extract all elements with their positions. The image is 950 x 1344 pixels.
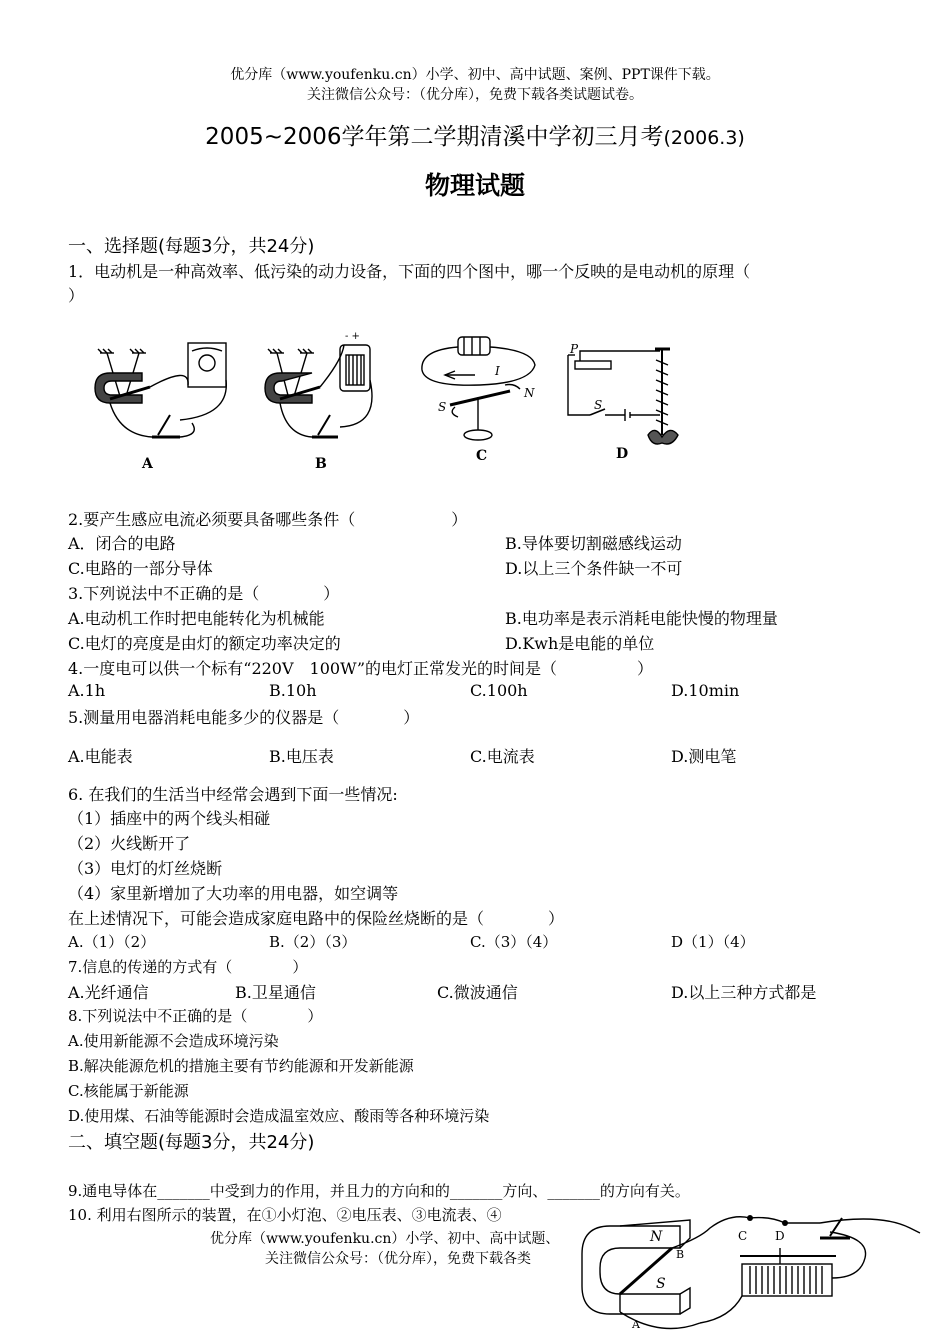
- site-footer-line2: 关注微信公众号：（优分库），免费下载各类: [265, 1251, 531, 1267]
- q1-stem-line1: 1．电动机是一种高效率、低污染的动力设备，下面的四个图中，哪一个反映的是电动机的原理（: [68, 262, 751, 281]
- q5-option-d: D.测电笔: [671, 747, 737, 766]
- figure-d: [568, 349, 678, 444]
- q10-figure: [580, 1208, 950, 1344]
- q4-stem: 4.一度电可以供一个标有“220V 100W”的电灯正常发光的时间是（ ）: [68, 659, 654, 678]
- q6-option-d: D（1）（4）: [671, 933, 755, 951]
- exam-title-main: 2005~2006学年第二学期清溪中学初三月考: [205, 124, 664, 150]
- q4-option-c: C.100h: [470, 681, 528, 700]
- q5-option-a: A.电能表: [68, 747, 133, 766]
- q10-label-b: B: [676, 1248, 685, 1261]
- q5-option-c: C.电流表: [470, 747, 535, 766]
- site-header-line2: 关注微信公众号：（优分库），免费下载各类试题试卷。: [307, 87, 643, 103]
- q6-item-4: （4）家里新增加了大功率的用电器，如空调等: [68, 884, 399, 903]
- site-header-line1: 优分库（www.youfenku.cn）小学、初中、高中试题、案例、PPT课件下载。: [230, 67, 720, 83]
- q5-stem: 5.测量用电器消耗电能多少的仪器是（ ）: [68, 708, 420, 727]
- figure-a: [95, 343, 226, 437]
- q2-option-b: B.导体要切割磁感线运动: [505, 534, 682, 553]
- q1-figures: [80, 325, 720, 475]
- figure-d-s: S: [594, 398, 603, 412]
- q10-terminal-c: [747, 1215, 753, 1221]
- q3-stem: 3.下列说法中不正确的是（ ）: [68, 584, 340, 603]
- figure-c: [422, 337, 535, 440]
- figure-b-minus: - +: [345, 331, 360, 342]
- figure-d-p: P: [570, 342, 579, 356]
- q6-option-a: A.（1）（2）: [68, 933, 156, 951]
- q4-option-d: D.10min: [671, 681, 740, 700]
- q3-option-d: D.Kwh是电能的单位: [505, 634, 655, 653]
- exam-title: [0, 118, 950, 151]
- q10-label-a: A: [632, 1318, 640, 1331]
- q2-option-d: D.以上三个条件缺一不可: [505, 559, 683, 578]
- figure-a-label: A: [142, 456, 153, 472]
- q10-label-n: N: [650, 1229, 663, 1245]
- q6-item-1: （1）插座中的两个线头相碰: [68, 809, 271, 828]
- q6-option-b: B.（2）（3）: [269, 933, 357, 951]
- q2-option-a: A．闭合的电路: [68, 534, 176, 553]
- q9-stem: 9.通电导体在_______中受到力的作用，并且力的方向和的_______方向、_______的方向有关。: [68, 1182, 690, 1200]
- q7-option-c: C.微波通信: [437, 983, 518, 1002]
- figure-d-label: D: [616, 446, 629, 462]
- q2-option-c: C.电路的一部分导体: [68, 559, 213, 578]
- q3-option-b: B.电功率是表示消耗电能快慢的物理量: [505, 609, 778, 628]
- q8-option-a: A.使用新能源不会造成环境污染: [68, 1032, 279, 1050]
- q4-option-a: A.1h: [68, 681, 106, 700]
- figure-c-north: N: [524, 386, 535, 400]
- q3-option-c: C.电灯的亮度是由灯的额定功率决定的: [68, 634, 341, 653]
- exam-title-date: (2006.3): [663, 127, 745, 149]
- figure-c-label: C: [476, 448, 488, 464]
- exam-subject: 物理试题: [424, 171, 525, 200]
- q10-stem: 10. 利用右图所示的装置，在①小灯泡、②电压表、③电流表、④: [68, 1206, 502, 1224]
- q8-stem: 8.下列说法中不正确的是（ ）: [68, 1007, 323, 1025]
- figure-b: [265, 345, 372, 437]
- q8-option-b: B.解决能源危机的措施主要有节约能源和开发新能源: [68, 1057, 414, 1075]
- figure-b-label: B: [315, 456, 327, 472]
- q10-label-c: C: [738, 1229, 748, 1243]
- q10-terminal-d: [782, 1220, 788, 1226]
- q7-stem: 7.信息的传递的方式有（ ）: [68, 958, 308, 976]
- q7-option-a: A.光纤通信: [68, 983, 149, 1002]
- section1-heading: 一、选择题(每题3分，共24分): [68, 236, 315, 257]
- q7-option-d: D.以上三种方式都是: [671, 983, 817, 1002]
- site-footer-line1: 优分库（www.youfenku.cn）小学、初中、高中试题、: [210, 1231, 560, 1247]
- figure-c-current: I: [495, 364, 500, 378]
- q6-item-3: （3）电灯的灯丝烧断: [68, 859, 223, 878]
- q8-option-c: C.核能属于新能源: [68, 1082, 189, 1100]
- q6-ask: 在上述情况下，可能会造成家庭电路中的保险丝烧断的是（ ）: [68, 909, 565, 928]
- q6-option-c: C.（3）（4）: [470, 933, 558, 951]
- q10-label-d: D: [775, 1229, 785, 1243]
- q6-item-2: （2）火线断开了: [68, 834, 191, 853]
- q7-option-b: B.卫星通信: [235, 983, 316, 1002]
- q3-option-a: A.电动机工作时把电能转化为机械能: [68, 609, 325, 628]
- q6-stem: 6. 在我们的生活当中经常会遇到下面一些情况:: [68, 785, 398, 804]
- q4-option-b: B.10h: [269, 681, 317, 700]
- q8-option-d: D.使用煤、石油等能源时会造成温室效应、酸雨等各种环境污染: [68, 1107, 490, 1125]
- q1-stem-line2: ）: [68, 286, 85, 305]
- q10-label-s: S: [656, 1276, 666, 1292]
- section2-heading: 二、填空题(每题3分，共24分): [68, 1132, 315, 1153]
- q2-stem: 2.要产生感应电流必须要具备哪些条件（ ）: [68, 510, 468, 529]
- figure-c-south: S: [438, 400, 447, 414]
- q5-option-b: B.电压表: [269, 747, 334, 766]
